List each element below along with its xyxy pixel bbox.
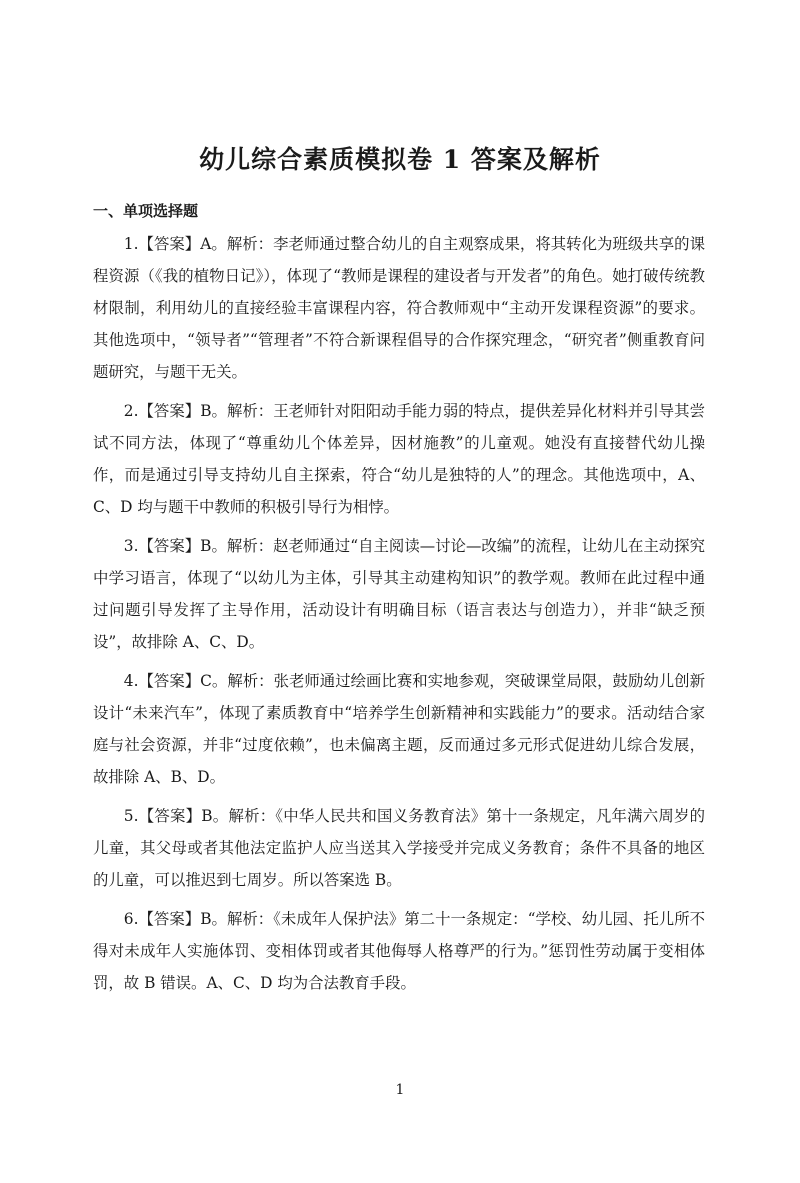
- answer-item-4: [93, 665, 705, 793]
- answer-tag: 【答案】: [138, 807, 202, 825]
- answer-choice: B。: [201, 807, 229, 825]
- answer-number: 3.: [123, 537, 139, 555]
- answer-item-3: [93, 530, 705, 658]
- section-heading: 一、单项选择题: [93, 202, 199, 220]
- answer-list: [93, 228, 705, 1006]
- answer-tag: 【答案】: [138, 402, 201, 420]
- answer-number: 5.: [123, 807, 139, 825]
- answer-choice: B。: [200, 910, 227, 928]
- answer-item-2: [93, 395, 705, 523]
- answer-number: 4.: [123, 672, 139, 690]
- answer-tag: 【答案】: [138, 537, 201, 555]
- page-number: 1: [395, 1082, 405, 1098]
- answer-choice: B。: [200, 537, 227, 555]
- answer-tag: 【答案】: [138, 235, 201, 253]
- answer-choice: C。: [200, 672, 228, 690]
- answer-choice: B。: [200, 402, 227, 420]
- answer-choice: A。: [200, 235, 227, 253]
- answer-explanation: 解析：王老师针对阳阳动手能力弱的特点，提供差异化材料并引导其尝试不同方法，体现了“尊重幼儿个体差异，因材施教”的儿童观。她没有直接替代幼儿操作，而是通过引导支持幼儿自主探索，符合“幼儿是独特的人”的理念。其他选项中，A、C、D 均与题干中教师的积极引导行为相悖。: [93, 402, 705, 516]
- answer-explanation: 解析：《中华人民共和国义务教育法》第十一条规定，凡年满六周岁的儿童，其父母或者其他法定监护人应当送其入学接受并完成义务教育；条件不具备的地区的儿童，可以推迟到七周岁。所以答案选 B。: [93, 807, 705, 889]
- answer-tag: 【答案】: [138, 672, 201, 690]
- answer-explanation: 解析：赵老师通过“自主阅读—讨论—改编”的流程，让幼儿在主动探究中学习语言，体现了“以幼儿为主体，引导其主动建构知识”的教学观。教师在此过程中通过问题引导发挥了主导作用，活动设计有明确目标（语言表达与创造力），并非“缺乏预设”，故排除 A、C、D。: [93, 537, 705, 651]
- answer-item-5: [93, 800, 705, 896]
- answer-tag: 【答案】: [138, 910, 201, 928]
- answer-item-1: [93, 228, 705, 388]
- answer-explanation: 解析：李老师通过整合幼儿的自主观察成果，将其转化为班级共享的课程资源（《我的植物日记》），体现了“教师是课程的建设者与开发者”的角色。她打破传统教材限制，利用幼儿的直接经验丰富课程内容，符合教师观中“主动开发课程资源”的要求。其他选项中，“领导者”“管理者”不符合新课程倡导的合作探究理念，“研究者”侧重教育问题研究，与题干无关。: [93, 235, 705, 381]
- page-title: 幼儿综合素质模拟卷 1 答案及解析: [199, 145, 601, 174]
- answer-explanation: 解析：《未成年人保护法》第二十一条规定：“学校、幼儿园、托儿所不得对未成年人实施体罚、变相体罚或者其他侮辱人格尊严的行为。”惩罚性劳动属于变相体罚，故 B 错误。A、C、D 均为合法教育手段。: [93, 910, 706, 992]
- answer-number: 2.: [123, 402, 139, 420]
- answer-number: 1.: [123, 235, 139, 253]
- answer-item-6: [93, 903, 705, 999]
- answer-number: 6.: [123, 910, 139, 928]
- answer-explanation: 解析：张老师通过绘画比赛和实地参观，突破课堂局限，鼓励幼儿创新设计“未来汽车”，体现了素质教育中“培养学生创新精神和实践能力”的要求。活动结合家庭与社会资源，并非“过度依赖”，也未偏离主题，反而通过多元形式促进幼儿综合发展，故排除 A、B、D。: [93, 672, 705, 786]
